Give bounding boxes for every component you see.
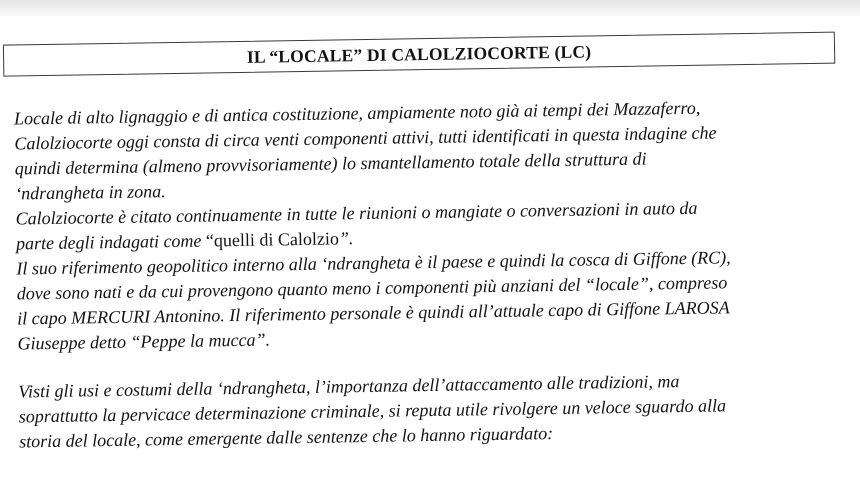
text-line: Giuseppe detto “Peppe la mucca”. xyxy=(17,329,271,354)
paragraph-3 xyxy=(16,243,855,356)
text-line: Visti gli usi e costumi della ‘ndrangheta, l’importanza dell’attaccamento alle tradizioni, ma xyxy=(18,371,680,402)
title-box xyxy=(3,32,835,77)
text-line: Calolziocorte oggi consta di circa venti componenti attivi, tutti identificati in questa indagine che xyxy=(14,122,717,154)
text-line: Il suo riferimento geopolitico interno alla ‘ndrangheta è il paese e quindi la cosca di Giffone (RC), xyxy=(16,247,731,279)
text-line: dove sono nati e da cui provengono quanto meno i componenti più anziani del “locale”, compreso xyxy=(16,272,728,304)
document-title: IL “LOCALE” DI CALOLZIOCORTE (LC) xyxy=(246,40,592,67)
text-fragment: ”. xyxy=(338,228,354,249)
quoted-phrase: “quelli di Calolzio xyxy=(205,228,340,251)
text-line: Calolziocorte è citato continuamente in tutte le riunioni o mangiate o conversazioni in auto da xyxy=(15,197,698,229)
text-fragment: parte degli indagati come xyxy=(15,230,207,254)
text-line: Locale di alto lignaggio e di antica costituzione, ampiamente noto già ai tempi dei Mazzaferro, xyxy=(13,97,701,129)
text-line: il capo MERCURI Antonino. Il riferimento personale è quindi all’attuale capo di Giffone LAROSA xyxy=(17,297,730,329)
document-body xyxy=(14,93,857,454)
text-line: soprattutto la pervicace determinazione criminale, si reputa utile rivolgere un veloce sguardo alla xyxy=(18,395,727,427)
text-line: storia del locale, come emergente dalle sentenze che lo hanno riguardato: xyxy=(18,423,554,452)
paragraph-4 xyxy=(18,366,857,454)
text-line: quindi determina (almeno provvisoriamente) lo smantellamento totale della struttura di xyxy=(14,148,647,179)
paragraph-1 xyxy=(14,93,853,206)
text-line: ‘ndrangheta in zona. xyxy=(15,181,166,204)
